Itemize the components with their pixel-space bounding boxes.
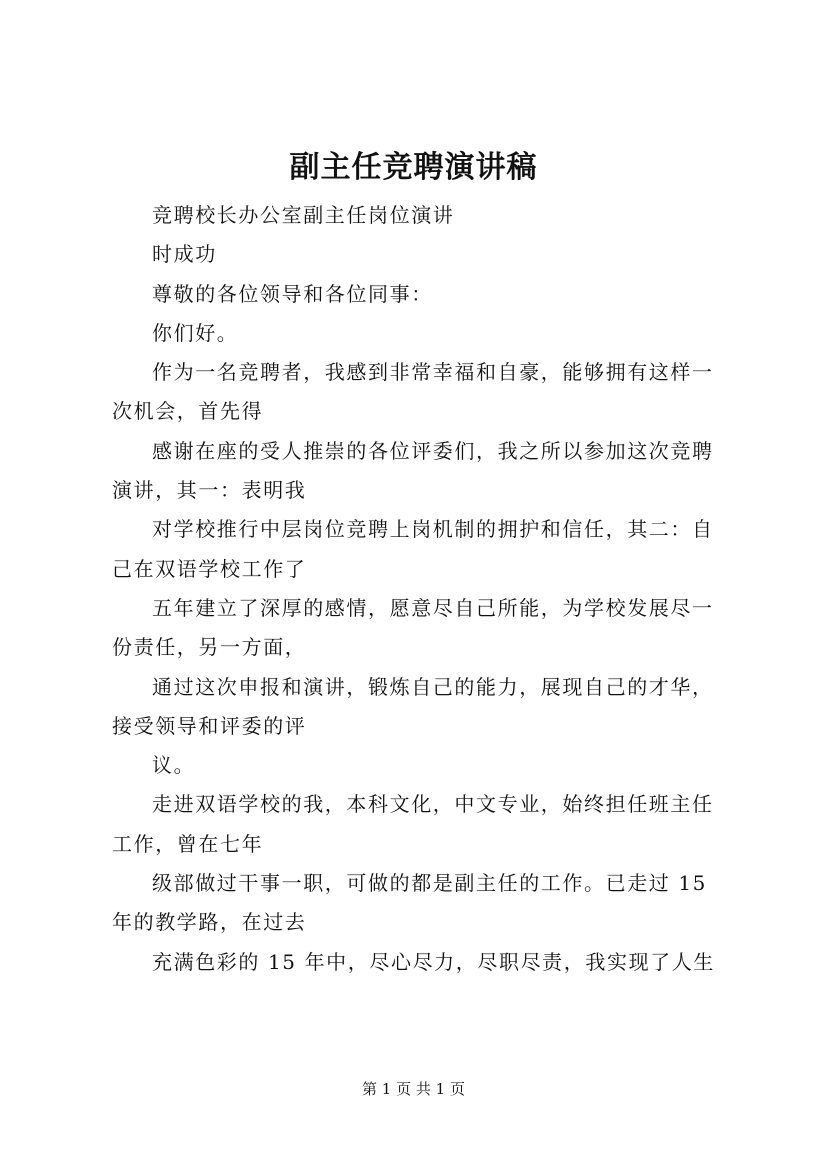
text-line: 工作，曾在七年 <box>112 831 264 856</box>
text-line: 竞聘校长办公室副主任岗位演讲 <box>152 203 455 227</box>
text-line: 感谢在座的受人推崇的各位评委们，我之所以参加这次竞聘 <box>152 438 714 463</box>
text-line: 通过这次申报和演讲，锻炼自己的能力，展现自己的才华， <box>152 674 714 699</box>
text-line: 议。 <box>152 753 196 778</box>
text-line: 次机会，首先得 <box>112 399 264 424</box>
document-title: 副主任竞聘演讲稿 <box>289 150 538 185</box>
text-line: 时成功 <box>152 242 217 267</box>
text-line: 演讲，其一：表明我 <box>112 478 307 503</box>
text-line: 己在双语学校工作了 <box>112 556 307 581</box>
text-line: 年的教学路，在过去 <box>112 910 307 935</box>
text-line: 充满色彩的 15 年中，尽心尽力，尽职尽责，我实现了人生 <box>152 949 715 974</box>
text-line: 份责任，另一方面， <box>112 635 307 660</box>
text-line: 五年建立了深厚的感情，愿意尽自己所能，为学校发展尽一 <box>152 595 714 620</box>
document-body <box>112 196 728 982</box>
text-line: 你们好。 <box>152 320 239 345</box>
text-line: 级部做过干事一职，可做的都是副主任的工作。已走过 15 <box>152 871 708 896</box>
text-line: 作为一名竞聘者，我感到非常幸福和自豪，能够拥有这样一 <box>152 360 714 385</box>
text-line: 走进双语学校的我，本科文化，中文专业，始终担任班主任 <box>152 792 714 817</box>
page-footer: 第 1 页 共 1 页 <box>362 1080 465 1098</box>
text-line: 对学校推行中层岗位竞聘上岗机制的拥护和信任，其二：自 <box>152 517 714 542</box>
text-line: 尊敬的各位领导和各位同事： <box>152 281 433 306</box>
text-line: 接受领导和评委的评 <box>112 713 307 738</box>
